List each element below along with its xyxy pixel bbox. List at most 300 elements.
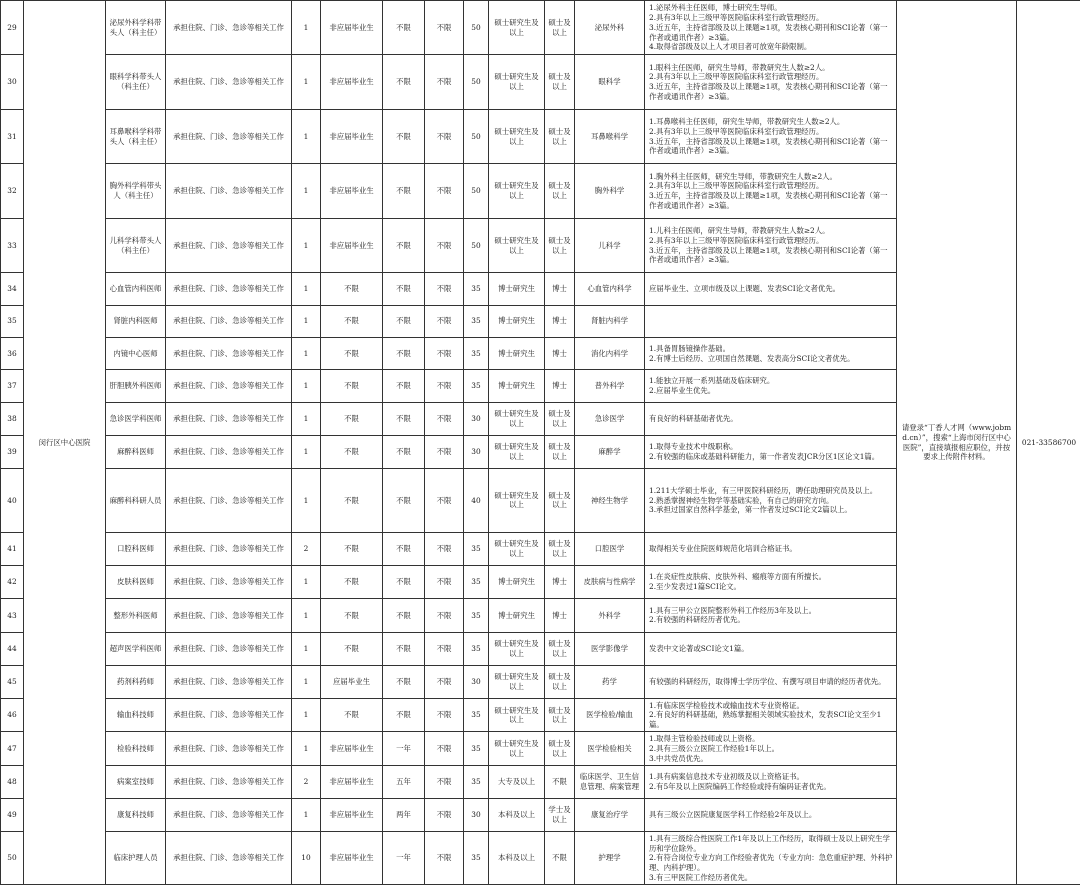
row-number-cell: 42	[1, 566, 24, 599]
degree-cell: 博士	[545, 305, 575, 337]
requirement-line: 1.在炎症性皮肤病、皮肤外科、瘢痕等方面有所擅长。	[649, 572, 827, 582]
age-limit-cell: 30	[464, 799, 489, 832]
candidate-type-cell: 非应届毕业生	[321, 55, 383, 109]
duty-cell: 承担住院、门诊、急诊等相关工作	[166, 402, 292, 435]
headcount-cell: 1	[292, 218, 321, 272]
experience-cell: 不限	[383, 665, 425, 698]
requirements-cell	[645, 469, 897, 533]
duty-cell: 承担住院、门诊、急诊等相关工作	[166, 765, 292, 798]
row-number-cell: 46	[1, 699, 24, 732]
requirement-line: 2.具有3年以上三级甲等医院临床科室行政管理经历。	[649, 126, 824, 136]
row-number-cell: 43	[1, 599, 24, 632]
requirement-line: 1.具有病案信息技术专业初级及以上资格证书。	[649, 772, 804, 782]
requirement-line: 3.近五年，主持省部级及以上课题≥1项，发表核心期刊和SCI论著（第一作者或通讯作者）≥3篇。	[649, 191, 888, 210]
education-cell: 硕士研究生及以上	[489, 55, 545, 109]
education-cell: 硕士研究生及以上	[489, 699, 545, 732]
experience-cell: 两年	[383, 799, 425, 832]
table-row	[1, 1, 1080, 55]
table-body	[1, 1, 1080, 885]
hukou-cell: 不限	[425, 799, 464, 832]
row-number-cell: 29	[1, 1, 24, 55]
major-cell: 肾脏内科学	[575, 305, 645, 337]
experience-cell: 不限	[383, 1, 425, 55]
experience-cell: 不限	[383, 218, 425, 272]
requirement-line: 4.取得省部级及以上人才项目者可放宽年龄限制。	[649, 42, 812, 52]
post-name-cell: 超声医学科医师	[106, 632, 166, 665]
requirement-line: 2.有博士后经历、立项国自然课题、发表高分SCI论文者优先。	[649, 353, 855, 363]
row-number-cell: 47	[1, 732, 24, 765]
row-number-cell: 33	[1, 218, 24, 272]
hukou-cell: 不限	[425, 566, 464, 599]
post-name-cell: 麻醉科科研人员	[106, 469, 166, 533]
requirement-line: 具有三级公立医院康复医学科工作经验2年及以上。	[649, 810, 817, 820]
post-name-cell: 泌尿外科学科带头人（科主任）	[106, 1, 166, 55]
experience-cell: 不限	[383, 566, 425, 599]
major-cell: 眼科学	[575, 55, 645, 109]
major-cell: 耳鼻喉科学	[575, 109, 645, 163]
hukou-cell: 不限	[425, 732, 464, 765]
requirement-line: 2.有较强的科研经历者优先。	[649, 615, 745, 625]
age-limit-cell: 35	[464, 532, 489, 565]
major-cell: 口腔医学	[575, 532, 645, 565]
requirement-line: 1.取得主管检验技师或以上资格。	[649, 733, 760, 743]
candidate-type-cell: 非应届毕业生	[321, 799, 383, 832]
age-limit-cell: 50	[464, 218, 489, 272]
degree-cell: 硕士及以上	[545, 469, 575, 533]
duty-cell: 承担住院、门诊、急诊等相关工作	[166, 435, 292, 468]
requirement-line: 应届毕业生、立项市级及以上课题、发表SCI论文者优先。	[649, 284, 841, 294]
headcount-cell: 1	[292, 566, 321, 599]
candidate-type-cell: 不限	[321, 402, 383, 435]
post-name-cell: 眼科学科带头人（科主任）	[106, 55, 166, 109]
hospital-name-cell: 闵行区中心医院	[24, 1, 106, 885]
candidate-type-cell: 不限	[321, 273, 383, 305]
major-cell: 皮肤病与性病学	[575, 566, 645, 599]
requirement-line: 2.具有3年以上三级甲等医院临床科室行政管理经历。	[649, 72, 824, 82]
requirements-cell	[645, 164, 897, 218]
requirements-cell	[645, 1, 897, 55]
major-cell: 医学影像学	[575, 632, 645, 665]
hukou-cell: 不限	[425, 370, 464, 402]
duty-cell: 承担住院、门诊、急诊等相关工作	[166, 699, 292, 732]
education-cell: 硕士研究生及以上	[489, 109, 545, 163]
duty-cell: 承担住院、门诊、急诊等相关工作	[166, 469, 292, 533]
age-limit-cell: 35	[464, 699, 489, 732]
experience-cell: 不限	[383, 435, 425, 468]
education-cell: 硕士研究生及以上	[489, 435, 545, 468]
experience-cell: 不限	[383, 469, 425, 533]
duty-cell: 承担住院、门诊、急诊等相关工作	[166, 337, 292, 369]
candidate-type-cell: 不限	[321, 305, 383, 337]
age-limit-cell: 30	[464, 665, 489, 698]
degree-cell: 博士	[545, 566, 575, 599]
post-name-cell: 病案室技师	[106, 765, 166, 798]
row-number-cell: 44	[1, 632, 24, 665]
education-cell: 博士研究生	[489, 273, 545, 305]
major-cell: 神经生物学	[575, 469, 645, 533]
post-name-cell: 康复科技师	[106, 799, 166, 832]
experience-cell: 不限	[383, 599, 425, 632]
experience-cell: 五年	[383, 765, 425, 798]
candidate-type-cell: 不限	[321, 632, 383, 665]
hukou-cell: 不限	[425, 1, 464, 55]
age-limit-cell: 35	[464, 370, 489, 402]
hukou-cell: 不限	[425, 402, 464, 435]
requirements-cell	[645, 370, 897, 402]
requirement-line: 1.胸外科主任医师，研究生导师，带教研究生人数≥2人。	[649, 171, 837, 181]
duty-cell: 承担住院、门诊、急诊等相关工作	[166, 55, 292, 109]
degree-cell: 学士及以上	[545, 799, 575, 832]
requirement-line: 2.熟悉掌握神经生物学等基础实验，有自己的研究方向。	[649, 495, 834, 505]
requirements-cell	[645, 402, 897, 435]
candidate-type-cell: 非应届毕业生	[321, 164, 383, 218]
duty-cell: 承担住院、门诊、急诊等相关工作	[166, 164, 292, 218]
requirements-cell	[645, 532, 897, 565]
duty-cell: 承担住院、门诊、急诊等相关工作	[166, 370, 292, 402]
major-cell: 麻醉学	[575, 435, 645, 468]
degree-cell: 硕士及以上	[545, 632, 575, 665]
row-number-cell: 48	[1, 765, 24, 798]
hukou-cell: 不限	[425, 665, 464, 698]
age-limit-cell: 35	[464, 732, 489, 765]
requirements-cell	[645, 832, 897, 885]
row-number-cell: 45	[1, 665, 24, 698]
row-number-cell: 31	[1, 109, 24, 163]
experience-cell: 不限	[383, 337, 425, 369]
experience-cell: 不限	[383, 55, 425, 109]
requirement-line: 有良好的科研基础者优先。	[649, 413, 738, 423]
age-limit-cell: 30	[464, 402, 489, 435]
requirement-line: 1.泌尿外科主任医师，博士研究生导师。	[649, 3, 782, 13]
major-cell: 胸外科学	[575, 164, 645, 218]
degree-cell: 博士	[545, 337, 575, 369]
requirement-line: 1.有临床医学检验技术或输血技术专业资格证。	[649, 700, 804, 710]
requirement-line: 3.有三甲医院工作经历者优先。	[649, 872, 753, 882]
major-cell: 泌尿外科	[575, 1, 645, 55]
age-limit-cell: 35	[464, 566, 489, 599]
education-cell: 硕士研究生及以上	[489, 532, 545, 565]
degree-cell: 硕士及以上	[545, 732, 575, 765]
row-number-cell: 41	[1, 532, 24, 565]
degree-cell: 硕士及以上	[545, 699, 575, 732]
requirements-cell	[645, 632, 897, 665]
requirements-cell	[645, 566, 897, 599]
requirement-line: 取得相关专业住院医师规范化培训合格证书。	[649, 543, 797, 553]
headcount-cell: 1	[292, 599, 321, 632]
education-cell: 博士研究生	[489, 305, 545, 337]
hukou-cell: 不限	[425, 699, 464, 732]
requirements-cell	[645, 273, 897, 305]
experience-cell: 不限	[383, 370, 425, 402]
post-name-cell: 药剂科药师	[106, 665, 166, 698]
degree-cell: 不限	[545, 832, 575, 885]
age-limit-cell: 50	[464, 1, 489, 55]
degree-cell: 博士	[545, 273, 575, 305]
requirement-line: 1.取得专业技术中级职称。	[649, 442, 738, 452]
education-cell: 硕士研究生及以上	[489, 164, 545, 218]
headcount-cell: 1	[292, 337, 321, 369]
requirement-line: 2.应届毕业生优先。	[649, 385, 716, 395]
age-limit-cell: 35	[464, 599, 489, 632]
requirement-line: 3.中共党员优先。	[649, 753, 708, 763]
major-cell: 消化内科学	[575, 337, 645, 369]
age-limit-cell: 35	[464, 832, 489, 885]
duty-cell: 承担住院、门诊、急诊等相关工作	[166, 218, 292, 272]
major-cell: 普外科学	[575, 370, 645, 402]
degree-cell: 硕士及以上	[545, 164, 575, 218]
experience-cell: 不限	[383, 164, 425, 218]
education-cell: 本科及以上	[489, 799, 545, 832]
post-name-cell: 心血管内科医师	[106, 273, 166, 305]
headcount-cell: 1	[292, 109, 321, 163]
row-number-cell: 50	[1, 832, 24, 885]
education-cell: 硕士研究生及以上	[489, 665, 545, 698]
requirement-line: 1.儿科主任医师，研究生导师，带教研究生人数≥2人。	[649, 226, 830, 236]
duty-cell: 承担住院、门诊、急诊等相关工作	[166, 732, 292, 765]
age-limit-cell: 35	[464, 273, 489, 305]
row-number-cell: 49	[1, 799, 24, 832]
requirement-line: 1.211大学硕士毕业，有三甲医院科研经历，聘任助理研究员及以上。	[649, 485, 878, 495]
major-cell: 心血管内科学	[575, 273, 645, 305]
age-limit-cell: 35	[464, 632, 489, 665]
age-limit-cell: 50	[464, 109, 489, 163]
duty-cell: 承担住院、门诊、急诊等相关工作	[166, 1, 292, 55]
major-cell: 护理学	[575, 832, 645, 885]
headcount-cell: 1	[292, 1, 321, 55]
candidate-type-cell: 非应届毕业生	[321, 109, 383, 163]
experience-cell: 一年	[383, 732, 425, 765]
requirements-cell	[645, 765, 897, 798]
major-cell: 儿科学	[575, 218, 645, 272]
post-name-cell: 肝胆胰外科医师	[106, 370, 166, 402]
education-cell: 博士研究生	[489, 566, 545, 599]
requirement-line: 2.有良好的科研基础，熟练掌握相关领域实验技术，发表SCI论文至少1篇。	[649, 710, 882, 730]
row-number-cell: 35	[1, 305, 24, 337]
major-cell: 外科学	[575, 599, 645, 632]
candidate-type-cell: 非应届毕业生	[321, 832, 383, 885]
headcount-cell: 1	[292, 665, 321, 698]
candidate-type-cell: 不限	[321, 469, 383, 533]
headcount-cell: 1	[292, 435, 321, 468]
row-number-cell: 30	[1, 55, 24, 109]
hukou-cell: 不限	[425, 532, 464, 565]
degree-cell: 不限	[545, 765, 575, 798]
requirement-line: 3.近五年，主持省部级及以上课题≥1项，发表核心期刊和SCI论著（第一作者或通讯作者）≥3篇。	[649, 136, 888, 156]
education-cell: 硕士研究生及以上	[489, 1, 545, 55]
degree-cell: 硕士及以上	[545, 55, 575, 109]
headcount-cell: 10	[292, 832, 321, 885]
requirements-cell	[645, 699, 897, 732]
headcount-cell: 1	[292, 55, 321, 109]
education-cell: 硕士研究生及以上	[489, 469, 545, 533]
requirement-line: 1.眼科主任医师，研究生导师，带教研究生人数≥2人。	[649, 62, 830, 72]
requirement-line: 2.具有3年以上三级甲等医院临床科室行政管理经历。	[649, 181, 824, 191]
headcount-cell: 1	[292, 370, 321, 402]
row-number-cell: 40	[1, 469, 24, 533]
requirement-line: 2.有5年及以上医院编码工作经验或持有编码证者优先。	[649, 781, 831, 791]
duty-cell: 承担住院、门诊、急诊等相关工作	[166, 665, 292, 698]
requirement-line: 有较强的科研经历，取得博士学历学位、有撰写项目申请的经历者优先。	[649, 677, 886, 687]
headcount-cell: 1	[292, 632, 321, 665]
requirement-line: 2.有符合岗位专业方向工作经验者优先（专业方向：急危重症护理、外科护理、内科护理）。	[649, 853, 893, 873]
age-limit-cell: 35	[464, 337, 489, 369]
major-cell: 医学检验相关	[575, 732, 645, 765]
age-limit-cell: 50	[464, 55, 489, 109]
experience-cell: 一年	[383, 832, 425, 885]
education-cell: 硕士研究生及以上	[489, 402, 545, 435]
education-cell: 本科及以上	[489, 832, 545, 885]
post-name-cell: 急诊医学科医师	[106, 402, 166, 435]
post-name-cell: 胸外科学科带头人（科主任）	[106, 164, 166, 218]
degree-cell: 硕士及以上	[545, 218, 575, 272]
hukou-cell: 不限	[425, 218, 464, 272]
hukou-cell: 不限	[425, 632, 464, 665]
post-name-cell: 内镜中心医师	[106, 337, 166, 369]
experience-cell: 不限	[383, 109, 425, 163]
post-name-cell: 耳鼻喉科学科带头人（科主任）	[106, 109, 166, 163]
degree-cell: 硕士及以上	[545, 1, 575, 55]
row-number-cell: 38	[1, 402, 24, 435]
row-number-cell: 36	[1, 337, 24, 369]
headcount-cell: 1	[292, 273, 321, 305]
requirement-line: 3.近五年，主持省部级及以上课题≥1项，发表核心期刊和SCI论著（第一作者或通讯作者）≥3篇。	[649, 82, 888, 101]
education-cell: 硕士研究生及以上	[489, 632, 545, 665]
requirement-line: 2.具有三级公立医院工作经验1年以上。	[649, 743, 780, 753]
requirement-line: 1.能独立开展一系列基础及临床研究。	[649, 376, 775, 386]
requirement-line: 2.具有3年以上三级甲等医院临床科室行政管理经历。	[649, 13, 824, 23]
requirement-line: 1.具有三级综合性医院工作1年及以上工作经历，取得硕士及以上研究生学历和学位除外。	[649, 833, 890, 853]
candidate-type-cell: 不限	[321, 532, 383, 565]
requirement-line: 3.近五年，主持省部级及以上课题≥1项，发表核心期刊和SCI论著（第一作者或通讯作者）≥3篇。	[649, 22, 888, 42]
post-name-cell: 口腔科医师	[106, 532, 166, 565]
degree-cell: 硕士及以上	[545, 109, 575, 163]
duty-cell: 承担住院、门诊、急诊等相关工作	[166, 532, 292, 565]
requirement-line: 发表中文论著或SCI论文1篇。	[649, 643, 749, 653]
experience-cell: 不限	[383, 632, 425, 665]
requirement-line: 2.至少发表过1篇SCI论文。	[649, 582, 741, 592]
candidate-type-cell: 应届毕业生	[321, 665, 383, 698]
hukou-cell: 不限	[425, 305, 464, 337]
hukou-cell: 不限	[425, 765, 464, 798]
post-name-cell: 儿科学科带头人（科主任）	[106, 218, 166, 272]
candidate-type-cell: 不限	[321, 566, 383, 599]
degree-cell: 博士	[545, 370, 575, 402]
requirements-cell	[645, 109, 897, 163]
requirement-line: 1.耳鼻喉科主任医师，研究生导师，带教研究生人数≥2人。	[649, 117, 845, 127]
degree-cell: 硕士及以上	[545, 532, 575, 565]
headcount-cell: 1	[292, 164, 321, 218]
headcount-cell: 1	[292, 699, 321, 732]
headcount-cell: 2	[292, 765, 321, 798]
experience-cell: 不限	[383, 305, 425, 337]
headcount-cell: 2	[292, 532, 321, 565]
row-number-cell: 32	[1, 164, 24, 218]
candidate-type-cell: 非应届毕业生	[321, 765, 383, 798]
requirement-line: 2.具有3年以上三级甲等医院临床科室行政管理经历。	[649, 235, 824, 245]
major-cell: 药学	[575, 665, 645, 698]
age-limit-cell: 40	[464, 469, 489, 533]
contact-phone-cell: 021-33586700	[1017, 1, 1080, 885]
education-cell: 博士研究生	[489, 370, 545, 402]
experience-cell: 不限	[383, 532, 425, 565]
headcount-cell: 1	[292, 799, 321, 832]
education-cell: 博士研究生	[489, 337, 545, 369]
application-method-cell: 请登录“丁香人才网（www.jobmd.cn）”，搜索“上海市闵行区中心医院”，直接填报相应职位，并按要求上传附件材料。	[897, 1, 1017, 885]
headcount-cell: 1	[292, 469, 321, 533]
degree-cell: 硕士及以上	[545, 665, 575, 698]
requirements-cell	[645, 305, 897, 337]
row-number-cell: 37	[1, 370, 24, 402]
post-name-cell: 检验科技师	[106, 732, 166, 765]
degree-cell: 硕士及以上	[545, 435, 575, 468]
requirements-cell	[645, 435, 897, 468]
education-cell: 大专及以上	[489, 765, 545, 798]
experience-cell: 不限	[383, 273, 425, 305]
candidate-type-cell: 不限	[321, 337, 383, 369]
requirements-cell	[645, 665, 897, 698]
post-name-cell: 肾脏内科医师	[106, 305, 166, 337]
requirements-cell	[645, 799, 897, 832]
post-name-cell: 麻醉科医师	[106, 435, 166, 468]
requirement-line: 1.具备胃肠镜操作基础。	[649, 343, 730, 353]
experience-cell: 不限	[383, 699, 425, 732]
education-cell: 硕士研究生及以上	[489, 218, 545, 272]
hukou-cell: 不限	[425, 337, 464, 369]
duty-cell: 承担住院、门诊、急诊等相关工作	[166, 799, 292, 832]
duty-cell: 承担住院、门诊、急诊等相关工作	[166, 566, 292, 599]
education-cell: 硕士研究生及以上	[489, 732, 545, 765]
row-number-cell: 39	[1, 435, 24, 468]
hukou-cell: 不限	[425, 599, 464, 632]
hukou-cell: 不限	[425, 273, 464, 305]
requirements-cell	[645, 218, 897, 272]
degree-cell: 博士	[545, 599, 575, 632]
candidate-type-cell: 非应届毕业生	[321, 732, 383, 765]
age-limit-cell: 50	[464, 164, 489, 218]
hukou-cell: 不限	[425, 164, 464, 218]
candidate-type-cell: 非应届毕业生	[321, 1, 383, 55]
requirements-cell	[645, 599, 897, 632]
duty-cell: 承担住院、门诊、急诊等相关工作	[166, 273, 292, 305]
post-name-cell: 输血科技师	[106, 699, 166, 732]
requirement-line: 3.承担过国家自然科学基金，第一作者发过SCI论文2篇以上。	[649, 505, 852, 515]
post-name-cell: 临床护理人员	[106, 832, 166, 885]
age-limit-cell: 35	[464, 305, 489, 337]
hukou-cell: 不限	[425, 832, 464, 885]
duty-cell: 承担住院、门诊、急诊等相关工作	[166, 832, 292, 885]
age-limit-cell: 35	[464, 765, 489, 798]
post-name-cell: 皮肤科医师	[106, 566, 166, 599]
candidate-type-cell: 不限	[321, 435, 383, 468]
degree-cell: 硕士及以上	[545, 402, 575, 435]
duty-cell: 承担住院、门诊、急诊等相关工作	[166, 109, 292, 163]
post-name-cell: 整形外科医师	[106, 599, 166, 632]
age-limit-cell: 30	[464, 435, 489, 468]
requirement-line: 2.有较强的临床或基础科研能力，第一作者发表JCR分区1区论文1篇。	[649, 451, 880, 461]
candidate-type-cell: 不限	[321, 699, 383, 732]
hukou-cell: 不限	[425, 55, 464, 109]
duty-cell: 承担住院、门诊、急诊等相关工作	[166, 599, 292, 632]
headcount-cell: 1	[292, 732, 321, 765]
duty-cell: 承担住院、门诊、急诊等相关工作	[166, 632, 292, 665]
requirements-cell	[645, 337, 897, 369]
duty-cell: 承担住院、门诊、急诊等相关工作	[166, 305, 292, 337]
major-cell: 急诊医学	[575, 402, 645, 435]
headcount-cell: 1	[292, 305, 321, 337]
requirement-line: 1.具有三甲公立医院整形外科工作经历3年及以上。	[649, 605, 816, 615]
requirements-cell	[645, 55, 897, 109]
hukou-cell: 不限	[425, 435, 464, 468]
